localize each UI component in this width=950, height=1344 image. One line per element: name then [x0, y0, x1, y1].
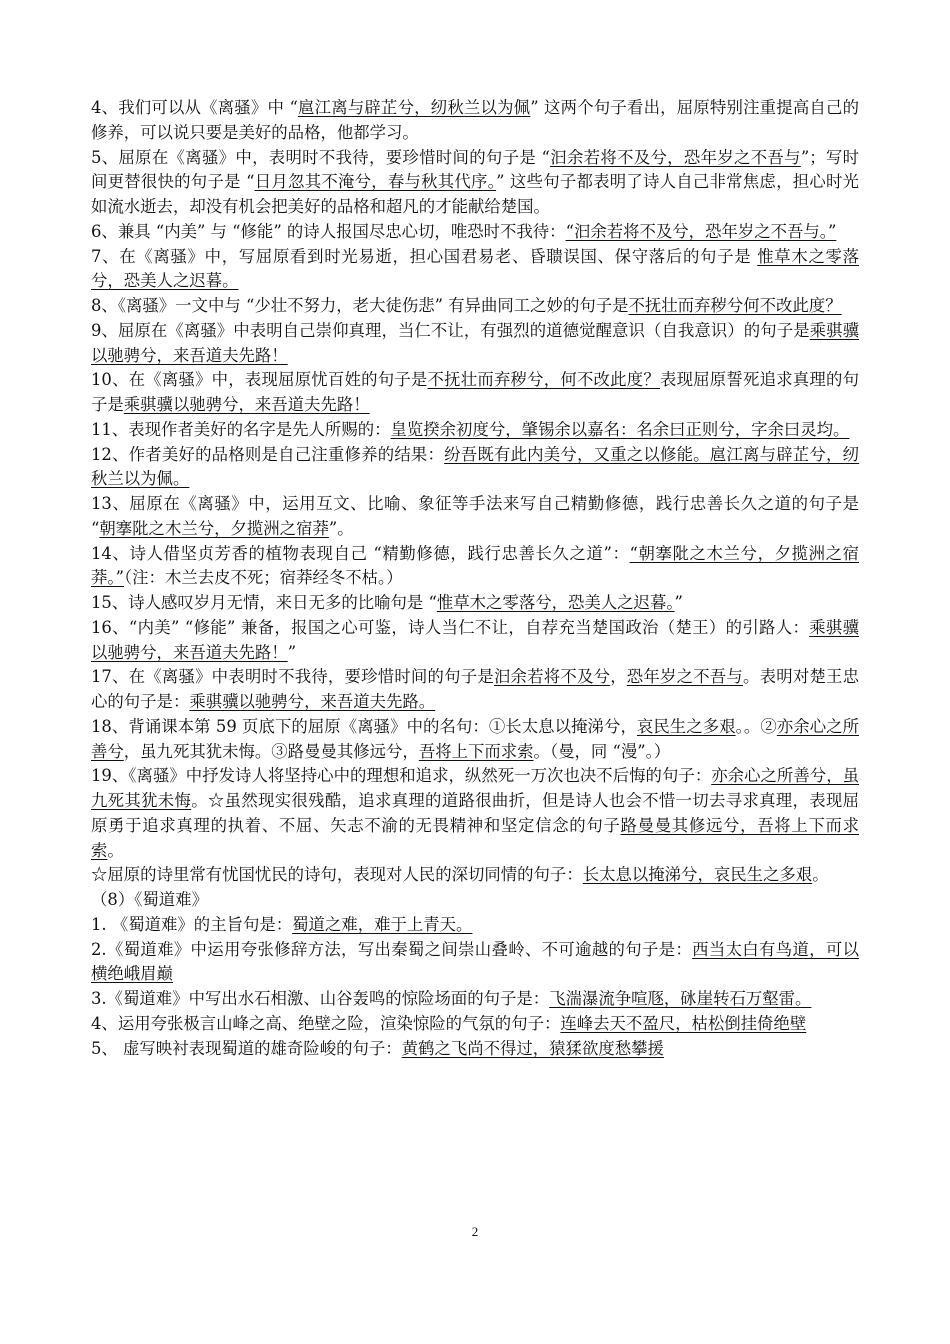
- answer-text: 飞湍瀑流争喧豗，砯崖转石万壑雷。: [549, 989, 812, 1008]
- item-s5: [91, 1037, 859, 1062]
- item-s2: [91, 938, 859, 988]
- item-q17: [91, 665, 859, 715]
- item-q8: [91, 294, 859, 319]
- answer-text: 连峰去天不盈尺，枯松倒挂倚绝壁: [560, 1013, 807, 1033]
- item-s4: [91, 1012, 859, 1037]
- answer-text: 吾将上下而求索: [418, 741, 534, 761]
- item-q19: [91, 764, 859, 863]
- answer-text: 扈江离与辟芷兮，纫秋兰以为佩: [297, 98, 531, 117]
- question-text: ☆屈原的诗里常有忧国忧民的诗句，表现对人民的深切同情的句子：: [91, 865, 583, 885]
- question-text: ，: [610, 667, 627, 687]
- answer-text: 乘骐骥以驰骋兮，来吾道夫先路。: [189, 692, 436, 711]
- answer-text: “汩余若将不及兮，恐年岁之不吾与。”: [565, 221, 837, 241]
- question-text: 。☆虽然现实很残酷，追求真理的道路很曲折，但是诗人也会不惜一切去寻求真理，表现屈原勇于追求真理的执着、不屈、矢志不渝的无畏精神和坚定信念的句子: [91, 791, 860, 835]
- question-text: 4、我们可以从《离骚》中 “: [91, 98, 298, 117]
- answer-text: 路曼曼其修远兮，吾将上下而求索: [91, 815, 860, 860]
- item-q4: [91, 96, 859, 146]
- question-text: ，虽九死其犹未悔。③路曼曼其修远兮，: [123, 741, 419, 761]
- item-q11: [91, 418, 859, 443]
- answer-text: 西当太白有鸟道，可以横绝峨眉巅: [91, 939, 860, 984]
- question-text: 。表明对楚王忠心的句子是：: [91, 667, 860, 711]
- answer-text: 皇览揆余初度兮，肇锡余以嘉名：名余曰正则兮，字余曰灵均。: [390, 419, 850, 439]
- question-text: ”。: [328, 518, 354, 538]
- answer-text: 日月忽其不淹兮，春与秋其代序。: [254, 172, 497, 192]
- answer-text: 朝搴阰之木兰兮，夕揽洲之宿莽: [99, 518, 329, 538]
- question-text: 12、作者美好的品格则是自己注重修养的结果：: [91, 444, 445, 464]
- question-text: 14、诗人借坚贞芳香的植物表现自己 “精勤修德，践行忠善长久之道”：: [91, 543, 630, 563]
- question-text: （注：木兰去皮不死；宿莽经冬不枯。）: [123, 568, 403, 588]
- item-q12: [91, 443, 859, 493]
- question-text: ” 这两个句子看出，屈原特别注重提高自己的修养，可以说只要是美好的品格，他都学习。: [91, 98, 859, 142]
- answer-text: 乘骐骥以驰骋兮，来吾道夫先路！: [91, 320, 859, 365]
- question-text: 5、 虚写映衬表现蜀道的雄奇险峻的句子：: [91, 1038, 402, 1058]
- question-text: 表现屈原誓死追求真理的句子是: [91, 370, 860, 414]
- question-text: 2.《蜀道难》中运用夸张修辞方法，写出秦蜀之间崇山叠岭、不可逾越的句子是：: [91, 939, 693, 959]
- answer-text: 不抚壮而弃秽兮，何不改此度？: [427, 370, 660, 390]
- answer-text: 恐年岁之不吾与: [626, 667, 744, 687]
- question-text: 。: [812, 865, 829, 885]
- answer-text: 蜀道之难，难于上青天。: [292, 914, 473, 934]
- answer-text: 不抚壮而弃秽兮何不改此度？: [628, 296, 842, 315]
- question-text: 7、在《离骚》中，写屈原看到时光易逝，担心国君易老、昏聩误国、保守落后的句子是: [91, 246, 758, 266]
- question-text: 6、兼具 “内美” 与 “修能” 的诗人报国尽忠心切，唯恐时不我待：: [91, 221, 566, 241]
- question-text: 。: [107, 840, 124, 860]
- question-text: 19、《离骚》中抒发诗人将坚持心中的理想和追求，纵然死一万次也决不后悔的句子：: [91, 766, 712, 786]
- question-text: 8、《离骚》一文中与 “少壮不努力，老大徒伤悲” 有异曲同工之妙的句子是: [91, 296, 629, 315]
- answer-text: 乘骐骥以驰骋兮，来吾道夫先路！: [123, 395, 370, 414]
- item-q7: [91, 245, 859, 295]
- answer-text: 乘骐骥以驰骋兮，来吾道夫先路！: [91, 617, 860, 662]
- answer-text: 惟草木之零落兮，恐美人之迟暮。: [436, 593, 675, 612]
- question-text: ”；写时间更替很快的句子是 “: [91, 147, 859, 192]
- answer-text: 哀民生之多艰: [636, 716, 736, 736]
- item-q15: [91, 591, 859, 616]
- question-text: ” 这些句子都表明了诗人自己非常焦虑，担心时光如流水逝去，却没有机会把美好的品格和超凡的才能献给楚国。: [91, 172, 859, 216]
- question-text: 11、表现作者美好的名字是先人所赐的：: [91, 419, 391, 439]
- answer-text: 汩余若将不及兮，恐年岁之不吾与: [549, 147, 801, 167]
- item-q5: [91, 146, 859, 220]
- question-text: 17、在《离骚》中表明时不我待，要珍惜时间的句子是: [91, 667, 494, 687]
- item-q14: [91, 542, 859, 592]
- answer-text: 长太息以掩涕兮，哀民生之多艰: [582, 865, 813, 885]
- item-q18: [91, 715, 859, 765]
- question-text: 10、在《离骚》中，表现屈原忧百姓的句子是: [91, 370, 428, 390]
- question-text: 1. 《蜀道难》的主旨句是：: [91, 914, 293, 934]
- answer-text: 纷吾既有此内美兮，又重之以修能。扈江离与辟芷兮，纫秋兰以为佩。: [91, 444, 860, 489]
- question-text: 。。②: [735, 716, 777, 736]
- answer-text: 黄鹤之飞尚不得过，猿猱欲度愁攀援: [401, 1038, 664, 1058]
- item-s3: [91, 987, 859, 1012]
- item-star: [91, 863, 859, 888]
- question-text: 15、诗人感叹岁月无情，来日无多的比喻句是 “: [91, 593, 437, 612]
- answer-text: 惟草木之零落兮，恐美人之迟暮。: [91, 246, 860, 291]
- item-q10: [91, 368, 859, 418]
- question-text: ”: [674, 593, 683, 612]
- question-text: 13、屈原在《离骚》中，运用互文、比喻、象征等手法来写自己精勤修德，践行忠善长久之道的句子是 “: [91, 494, 859, 538]
- item-sec8: [91, 888, 859, 913]
- answer-text: “朝搴阰之木兰兮，夕揽洲之宿莽。”: [91, 543, 859, 588]
- question-text: 3.《蜀道难》中写出水石相激、山谷轰鸣的惊险场面的句子是：: [91, 989, 550, 1008]
- item-q13: [91, 492, 859, 542]
- page-number: 2: [471, 1224, 479, 1239]
- question-text: 18、背诵课本第 59 页底下的屈原《离骚》中的名句：①长太息以掩涕兮，: [91, 716, 637, 736]
- question-text: 4、运用夸张极言山峰之高、绝壁之险，渲染惊险的气氛的句子：: [91, 1013, 561, 1033]
- answer-text: 汩余若将不及兮: [493, 667, 611, 687]
- question-text: 5、屈原在《离骚》中，表明时不我待，要珍惜时间的句子是 “: [91, 147, 550, 167]
- question-text: 。（曼，同 “漫”。）: [533, 741, 671, 761]
- document-body: [91, 96, 859, 1061]
- item-q9: [91, 319, 859, 369]
- question-text: ”: [287, 642, 297, 662]
- item-s1: [91, 913, 859, 938]
- question-text: 9、屈原在《离骚》中表明自己崇仰真理，当仁不让，有强烈的道德觉醒意识（自我意识）的句子是: [91, 320, 810, 340]
- answer-text: 亦余心之所善兮，虽九死其犹未悔: [91, 766, 860, 810]
- item-q6: [91, 220, 859, 245]
- item-q16: [91, 616, 859, 666]
- question-text: 16、“内美” “修能” 兼备，报国之心可鉴，诗人当仁不让，自荐充当楚国政治（楚王）的引路人：: [91, 617, 810, 637]
- answer-text: 亦余心之所善兮: [91, 716, 859, 761]
- question-text: （8）《蜀道难》: [91, 890, 208, 909]
